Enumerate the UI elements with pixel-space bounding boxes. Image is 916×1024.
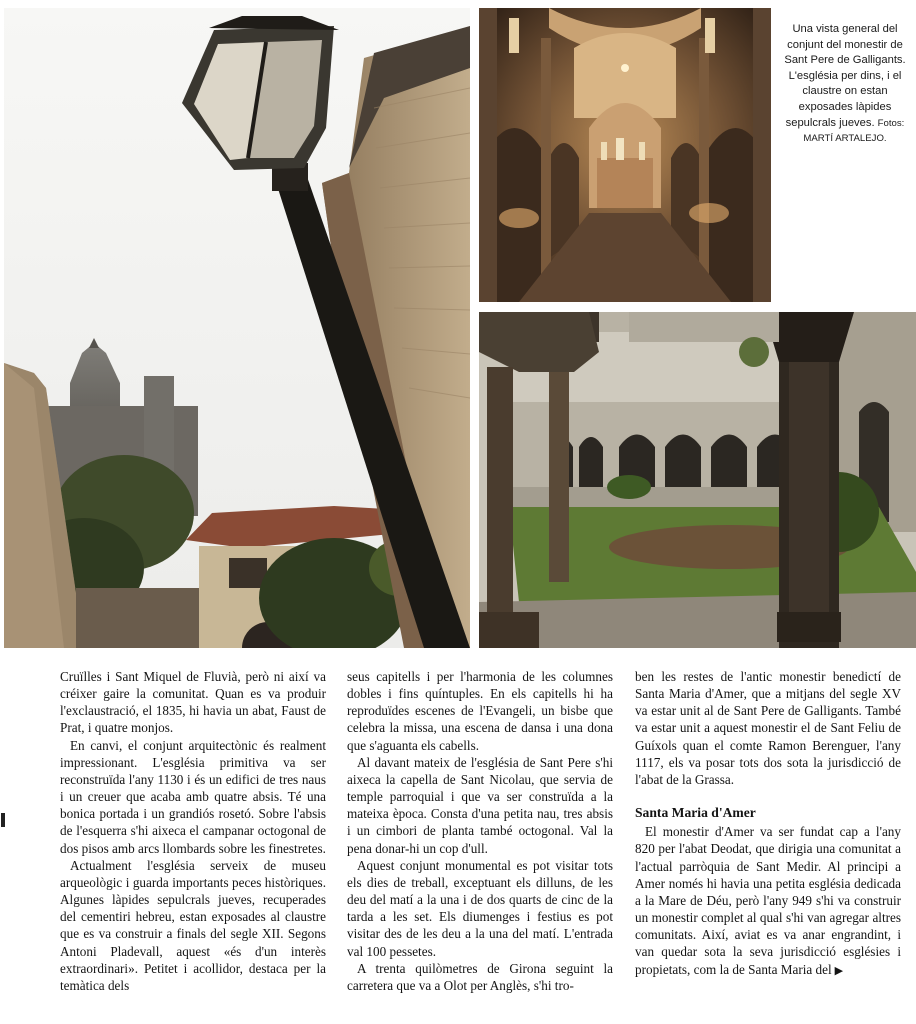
paragraph: Cruïlles i Sant Miquel de Fluvià, però ni així va créixer gaire la comunitat. Quan es va produir l'exclaustració, el 1835, hi havia un abat, Faust de Prat, i quatre monjos. bbox=[60, 669, 326, 736]
text-column-2 bbox=[347, 668, 613, 994]
paragraph: A trenta quilòmetres de Girona seguint la carretera que va a Olot per Anglès, s'hi tro- bbox=[347, 960, 613, 993]
paragraph: Actualment l'església serveix de museu arqueològic i guarda importants peces històriques. Algunes làpides sepulcrals jueves, recuperades del cementiri hebreu, estan exposades al claustre que es va construir a finals del segle XII. Segons Antoni Pladevall, aquest «és d'un interès extraordinari». Petitet i acollidor, destaca per la temàtica dels bbox=[60, 857, 326, 993]
margin-mark bbox=[1, 813, 5, 827]
photo-church-nave bbox=[479, 8, 771, 302]
paragraph: Aquest conjunt monumental es pot visitar tots els dies de treball, exceptuant els dilluns, de les deu del matí a la una i de dos quarts de cinc de la tarda a les set. Els diumenges i festius es pot visitar des de les deu a la una del matí. L'entrada val 100 pessetes. bbox=[347, 857, 613, 959]
paragraph-text: El monestir d'Amer va ser fundat cap a l'any 820 per l'abat Deodat, que dirigia una comunitat a l'actual parròquia de Sant Medir. Al principi a Amer només hi havia una petita església dedicada a la Mare de Déu, però l'any 949 s'hi va construir un monestir complet al qual s'hi van agregar altres comunitats. Així, aviat es va anar engrandint, i van quedar sota la seva jurisdicció esglésies i propietats, com la de Santa Maria del bbox=[635, 824, 901, 977]
text-column-1 bbox=[60, 668, 326, 994]
continue-arrow-icon: ▶ bbox=[834, 964, 844, 977]
photo-caption bbox=[778, 22, 912, 147]
caption-credit: Fotos: MARTÍ ARTALEJO. bbox=[803, 117, 905, 145]
section-heading: Santa Maria d'Amer bbox=[635, 805, 756, 821]
paragraph bbox=[635, 823, 901, 979]
paragraph: seus capitells i per l'harmonia de les columnes dobles i fins quíntuples. En els capitells hi ha reproduïdes escenes de l'Evangeli, un bisbe que celebra la missa, una escena de dansa i una dona que s'aguanta els cabells. bbox=[347, 669, 613, 753]
photo-street-lamp-cathedral bbox=[4, 8, 470, 648]
photo-cloister bbox=[479, 312, 916, 648]
text-column-3 bbox=[635, 668, 901, 980]
paragraph: En canvi, el conjunt arquitectònic és realment impressionant. L'església primitiva va ser reconstruïda l'any 1130 i és un edifici de tres naus i un creuer que acaba amb quatre absis. Té una bonica portada i un grandiós rosetó. Sobre l'absis de l'esquerra s'hi aixeca el campanar octogonal de dos pisos amb arcs llombards sobre les finestretes. bbox=[60, 737, 326, 856]
paragraph: Al davant mateix de l'església de Sant Pere s'hi aixeca la capella de Sant Nicolau, que servia de temple parroquial i que va ser construïda a la mateixa època. Consta d'una petita nau, tres absis i un cimbori de planta també octogonal. Val la pena donar-hi un cop d'ull. bbox=[347, 754, 613, 856]
paragraph: ben les restes de l'antic monestir benedictí de Santa Maria d'Amer, que a mitjans del segle XV va estar unit al de Sant Pere de Galligants. També va estar unit a aquest monestir el de Sant Feliu de Guíxols quan el comte Ramon Berenguer, l'any 1117, els va posar tots dos sota la jurisdicció de l'abat de la Grassa. bbox=[635, 669, 901, 787]
caption-text: Una vista general del conjunt del monestir de Sant Pere de Galligants. L'església per dins, i el claustre on estan exposades làpides sepulcrals jueves. bbox=[784, 23, 906, 129]
